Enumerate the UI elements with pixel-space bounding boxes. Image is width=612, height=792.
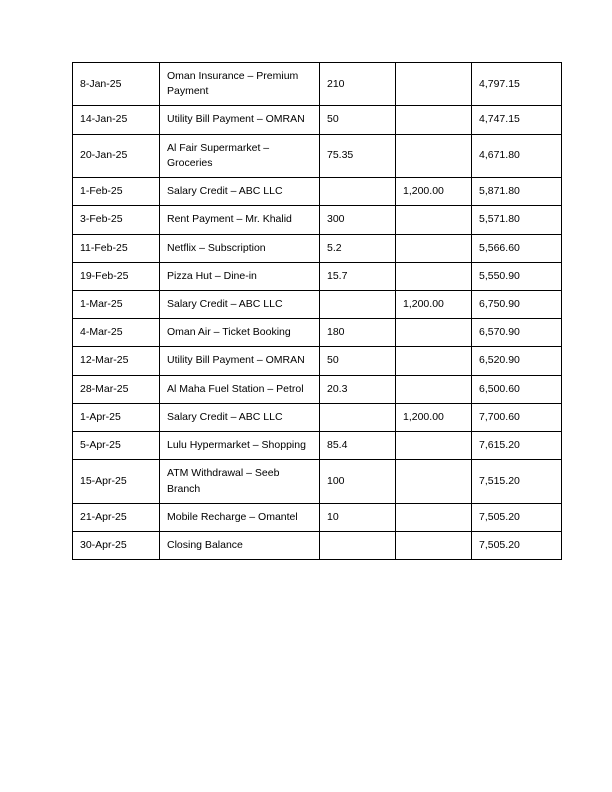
- table-body: [73, 63, 562, 560]
- cell-description: Salary Credit – ABC LLC: [160, 403, 320, 431]
- cell-credit: [396, 234, 472, 262]
- cell-credit: [396, 206, 472, 234]
- cell-credit: [396, 432, 472, 460]
- cell-credit: 1,200.00: [396, 290, 472, 318]
- table-row: [73, 460, 562, 503]
- cell-debit: 75.35: [320, 134, 396, 177]
- cell-description: Utility Bill Payment – OMRAN: [160, 106, 320, 134]
- cell-credit: 1,200.00: [396, 178, 472, 206]
- cell-balance: 7,505.20: [472, 531, 562, 559]
- cell-debit: 300: [320, 206, 396, 234]
- cell-debit: 210: [320, 63, 396, 106]
- table-row: [73, 178, 562, 206]
- cell-credit: [396, 375, 472, 403]
- cell-debit: 50: [320, 347, 396, 375]
- cell-balance: 6,570.90: [472, 319, 562, 347]
- cell-balance: 6,520.90: [472, 347, 562, 375]
- cell-debit: [320, 403, 396, 431]
- cell-description: Mobile Recharge – Omantel: [160, 503, 320, 531]
- cell-debit: [320, 178, 396, 206]
- cell-description: Netflix – Subscription: [160, 234, 320, 262]
- cell-date: 5-Apr-25: [73, 432, 160, 460]
- table-row: [73, 531, 562, 559]
- cell-description: Al Maha Fuel Station – Petrol: [160, 375, 320, 403]
- cell-debit: 15.7: [320, 262, 396, 290]
- table-row: [73, 503, 562, 531]
- cell-debit: 85.4: [320, 432, 396, 460]
- cell-credit: [396, 503, 472, 531]
- cell-debit: 180: [320, 319, 396, 347]
- cell-debit: [320, 531, 396, 559]
- table-row: [73, 206, 562, 234]
- cell-description: Oman Air – Ticket Booking: [160, 319, 320, 347]
- cell-description: ATM Withdrawal – Seeb Branch: [160, 460, 320, 503]
- table-row: [73, 134, 562, 177]
- cell-balance: 4,797.15: [472, 63, 562, 106]
- cell-date: 1-Mar-25: [73, 290, 160, 318]
- cell-credit: 1,200.00: [396, 403, 472, 431]
- table-row: [73, 106, 562, 134]
- table-row: [73, 347, 562, 375]
- cell-description: Rent Payment – Mr. Khalid: [160, 206, 320, 234]
- cell-balance: 7,515.20: [472, 460, 562, 503]
- transactions-table: [72, 62, 562, 560]
- cell-credit: [396, 106, 472, 134]
- cell-date: 21-Apr-25: [73, 503, 160, 531]
- cell-date: 1-Apr-25: [73, 403, 160, 431]
- cell-date: 11-Feb-25: [73, 234, 160, 262]
- cell-balance: 5,871.80: [472, 178, 562, 206]
- cell-date: 28-Mar-25: [73, 375, 160, 403]
- cell-debit: 100: [320, 460, 396, 503]
- cell-date: 30-Apr-25: [73, 531, 160, 559]
- cell-balance: 6,750.90: [472, 290, 562, 318]
- cell-description: Pizza Hut – Dine-in: [160, 262, 320, 290]
- cell-date: 19-Feb-25: [73, 262, 160, 290]
- cell-balance: 5,571.80: [472, 206, 562, 234]
- cell-debit: 10: [320, 503, 396, 531]
- cell-balance: 7,615.20: [472, 432, 562, 460]
- cell-description: Salary Credit – ABC LLC: [160, 290, 320, 318]
- cell-balance: 4,747.15: [472, 106, 562, 134]
- cell-description: Salary Credit – ABC LLC: [160, 178, 320, 206]
- cell-credit: [396, 262, 472, 290]
- cell-date: 15-Apr-25: [73, 460, 160, 503]
- cell-balance: 7,700.60: [472, 403, 562, 431]
- cell-description: Lulu Hypermarket – Shopping: [160, 432, 320, 460]
- cell-debit: 50: [320, 106, 396, 134]
- cell-date: 12-Mar-25: [73, 347, 160, 375]
- cell-date: 4-Mar-25: [73, 319, 160, 347]
- cell-description: Oman Insurance – Premium Payment: [160, 63, 320, 106]
- table-row: [73, 290, 562, 318]
- cell-debit: 20.3: [320, 375, 396, 403]
- cell-credit: [396, 531, 472, 559]
- cell-credit: [396, 63, 472, 106]
- table-row: [73, 262, 562, 290]
- cell-description: Al Fair Supermarket – Groceries: [160, 134, 320, 177]
- cell-date: 20-Jan-25: [73, 134, 160, 177]
- cell-description: Utility Bill Payment – OMRAN: [160, 347, 320, 375]
- cell-description: Closing Balance: [160, 531, 320, 559]
- cell-date: 14-Jan-25: [73, 106, 160, 134]
- cell-debit: [320, 290, 396, 318]
- cell-balance: 6,500.60: [472, 375, 562, 403]
- table-row: [73, 432, 562, 460]
- table-row: [73, 234, 562, 262]
- cell-balance: 5,550.90: [472, 262, 562, 290]
- cell-debit: 5.2: [320, 234, 396, 262]
- table-row: [73, 63, 562, 106]
- cell-credit: [396, 347, 472, 375]
- cell-balance: 5,566.60: [472, 234, 562, 262]
- cell-balance: 4,671.80: [472, 134, 562, 177]
- cell-date: 1-Feb-25: [73, 178, 160, 206]
- table-row: [73, 403, 562, 431]
- cell-date: 3-Feb-25: [73, 206, 160, 234]
- cell-credit: [396, 460, 472, 503]
- cell-credit: [396, 134, 472, 177]
- table-row: [73, 375, 562, 403]
- cell-date: 8-Jan-25: [73, 63, 160, 106]
- table-row: [73, 319, 562, 347]
- cell-credit: [396, 319, 472, 347]
- cell-balance: 7,505.20: [472, 503, 562, 531]
